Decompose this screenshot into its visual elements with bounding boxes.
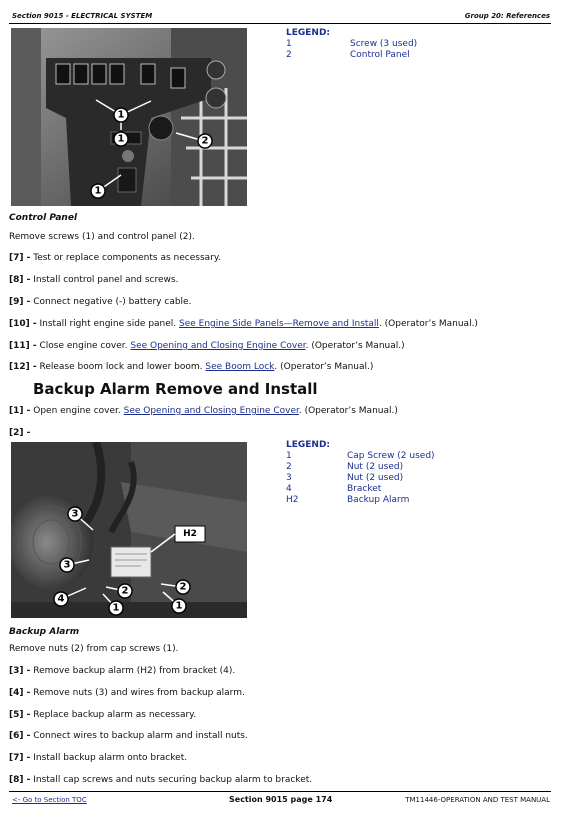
- procedure-step: [9, 731, 248, 741]
- legend-num: 1: [286, 39, 292, 49]
- step-number: [7] -: [9, 253, 31, 263]
- step-number: [9] -: [9, 297, 31, 307]
- header-rule: [9, 23, 551, 24]
- step-number: [8] -: [9, 275, 31, 285]
- legend-num: 2: [286, 50, 292, 60]
- go-to-section-toc-link[interactable]: <- Go to Section TOC: [12, 796, 87, 804]
- procedure-text: Remove nuts (2) from cap screws (1).: [9, 644, 179, 654]
- step-number: [3] -: [9, 666, 31, 676]
- section-title: Section 9015 - ELECTRICAL SYSTEM: [12, 12, 153, 20]
- procedure-step: [9, 406, 398, 416]
- legend-num: 1: [286, 451, 292, 461]
- legend-num: 2: [286, 462, 292, 472]
- legend-desc: Nut (2 used): [347, 462, 404, 472]
- step-text: Install control panel and screws.: [33, 275, 179, 285]
- step-suffix: . (Operator’s Manual.): [298, 406, 398, 416]
- step-text: Replace backup alarm as necessary.: [33, 710, 197, 720]
- control-panel-photo: [11, 28, 247, 206]
- legend-num: H2: [286, 495, 299, 505]
- group-title: Group 20: References: [464, 12, 550, 20]
- step-text: Connect negative (-) battery cable.: [33, 297, 192, 307]
- legend-desc: Screw (3 used): [350, 39, 418, 49]
- step-suffix: . (Operator’s Manual.): [378, 319, 478, 329]
- svg-text:4: 4: [57, 593, 65, 605]
- svg-text:1: 1: [117, 109, 125, 121]
- engine-cover-link[interactable]: See Opening and Closing Engine Cover: [123, 406, 299, 416]
- step-number: [5] -: [9, 710, 31, 720]
- procedure-step: [9, 319, 478, 329]
- procedure-step: [9, 297, 191, 307]
- svg-text:3: 3: [71, 508, 79, 520]
- step-number: [6] -: [9, 731, 31, 741]
- step-text: Close engine cover.: [39, 341, 131, 351]
- procedure-text: Remove screws (1) and control panel (2).: [9, 232, 195, 242]
- step-number: [12] -: [9, 362, 37, 372]
- svg-text:3: 3: [63, 559, 71, 571]
- step-number: [4] -: [9, 688, 31, 698]
- step-suffix: . (Operator’s Manual.): [274, 362, 374, 372]
- step-text: Remove backup alarm (H2) from bracket (4).: [33, 666, 236, 676]
- backup-alarm-photo: [11, 442, 247, 618]
- step-number: [2] -: [9, 428, 31, 438]
- procedure-step: [9, 688, 245, 698]
- section-heading: Backup Alarm Remove and Install: [33, 380, 318, 398]
- figure-caption: Backup Alarm: [9, 627, 80, 637]
- procedure-step: [9, 341, 405, 351]
- svg-text:1: 1: [175, 600, 183, 612]
- footer-rule: [9, 791, 551, 792]
- procedure-step: [9, 775, 312, 785]
- svg-text:2: 2: [179, 581, 187, 593]
- step-text: Test or replace components as necessary.: [33, 253, 221, 263]
- engine-cover-link[interactable]: See Opening and Closing Engine Cover: [130, 341, 306, 351]
- svg-text:1: 1: [94, 185, 102, 197]
- step-text: Connect wires to backup alarm and install nuts.: [33, 731, 248, 741]
- engine-side-panels-link[interactable]: See Engine Side Panels—Remove and Install: [179, 319, 379, 329]
- legend-desc: Control Panel: [350, 50, 410, 60]
- step-suffix: . (Operator’s Manual.): [305, 341, 405, 351]
- legend-desc: Bracket: [347, 484, 382, 494]
- boom-lock-link[interactable]: See Boom Lock: [205, 362, 275, 372]
- legend-desc: Nut (2 used): [347, 473, 404, 483]
- h2-label: H2: [183, 529, 197, 539]
- page-number: Section 9015 page 174: [229, 795, 333, 804]
- step-number: [8] -: [9, 775, 31, 785]
- step-number: [11] -: [9, 341, 37, 351]
- legend-num: 4: [286, 484, 292, 494]
- step-text: Install right engine side panel.: [39, 319, 180, 329]
- procedure-step: [9, 362, 373, 372]
- step-text: Release boom lock and lower boom.: [39, 362, 206, 372]
- procedure-step: [9, 428, 30, 438]
- manual-title: TM11446-OPERATION AND TEST MANUAL: [405, 796, 550, 804]
- figure-caption: Control Panel: [9, 213, 78, 223]
- svg-text:2: 2: [201, 135, 209, 147]
- step-number: [7] -: [9, 753, 31, 763]
- legend-title: LEGEND:: [286, 440, 331, 450]
- procedure-step: [9, 753, 187, 763]
- step-number: [1] -: [9, 406, 31, 416]
- procedure-step: [9, 275, 178, 285]
- svg-text:2: 2: [121, 585, 129, 597]
- procedure-step: [9, 253, 221, 263]
- step-number: [10] -: [9, 319, 37, 329]
- procedure-step: [9, 666, 235, 676]
- legend-desc: Cap Screw (2 used): [347, 451, 435, 461]
- svg-text:1: 1: [117, 133, 125, 145]
- legend-desc: Backup Alarm: [347, 495, 410, 505]
- procedure-step: [9, 710, 196, 720]
- legend-title: LEGEND:: [286, 28, 331, 38]
- svg-text:1: 1: [112, 602, 120, 614]
- step-text: Remove nuts (3) and wires from backup alarm.: [33, 688, 245, 698]
- step-text: Install cap screws and nuts securing backup alarm to bracket.: [33, 775, 313, 785]
- legend-num: 3: [286, 473, 292, 483]
- step-text: Install backup alarm onto bracket.: [33, 753, 188, 763]
- step-text: Open engine cover.: [33, 406, 124, 416]
